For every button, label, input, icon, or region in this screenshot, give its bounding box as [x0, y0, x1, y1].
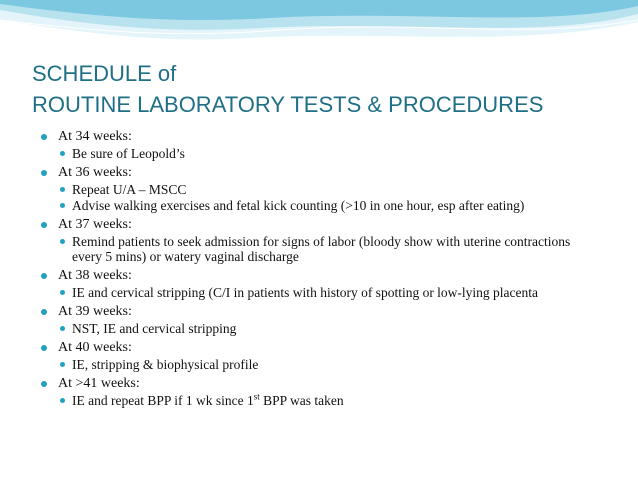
- section-36-weeks: [40, 164, 600, 181]
- list-item: [40, 285, 600, 300]
- item-text: Be sure of Leopold’s: [72, 146, 185, 161]
- item-text-pre: IE and repeat BPP if 1 wk since 1: [72, 393, 254, 408]
- section-40-weeks: [40, 339, 600, 356]
- item-text: Repeat U/A – MSCC: [72, 182, 187, 197]
- bullet-icon: [41, 345, 47, 351]
- list-item: [40, 234, 600, 264]
- schedule-list: [40, 125, 600, 408]
- item-text-post: BPP was taken: [259, 393, 344, 408]
- section-heading: At 40 weeks:: [58, 340, 132, 355]
- item-text: Remind patients to seek admission for signs of labor (bloody show with uterine contractions every 5 mins) or watery vaginal discharge: [72, 234, 571, 264]
- header-wave-decoration: [0, 0, 638, 60]
- list-item: [40, 146, 600, 161]
- section-heading: At 36 weeks:: [58, 165, 132, 180]
- bullet-icon: [60, 362, 65, 367]
- list-item: [40, 198, 600, 213]
- bullet-icon: [60, 151, 65, 156]
- section-heading: At 37 weeks:: [58, 217, 132, 232]
- section-heading: At >41 weeks:: [58, 376, 140, 391]
- item-text: NST, IE and cervical stripping: [72, 321, 237, 336]
- bullet-icon: [60, 239, 65, 244]
- bullet-icon: [60, 398, 65, 403]
- bullet-icon: [41, 381, 47, 387]
- bullet-icon: [60, 187, 65, 192]
- section-34-weeks: [40, 128, 600, 145]
- ordinal-suffix: st: [253, 391, 260, 402]
- section-38-weeks: [40, 267, 600, 284]
- list-item: [40, 182, 600, 197]
- list-item: [40, 393, 600, 408]
- item-text: [72, 393, 344, 408]
- item-text: IE, stripping & biophysical profile: [72, 357, 259, 372]
- section-heading: At 34 weeks:: [58, 129, 132, 144]
- bullet-icon: [41, 170, 47, 176]
- section-heading: At 38 weeks:: [58, 268, 132, 283]
- section-37-weeks: [40, 216, 600, 233]
- bullet-icon: [41, 273, 47, 279]
- item-text: IE and cervical stripping (C/I in patients with history of spotting or low-lying placenta: [72, 285, 539, 300]
- title-line-2: ROUTINE LABORATORY TESTS & PROCEDURES: [32, 92, 544, 117]
- title-line-1: SCHEDULE of: [32, 61, 177, 86]
- section-39-weeks: [40, 303, 600, 320]
- slide-title: [32, 58, 622, 120]
- section-heading: At 39 weeks:: [58, 304, 132, 319]
- bullet-icon: [60, 326, 65, 331]
- bullet-icon: [60, 203, 65, 208]
- list-item: [40, 357, 600, 372]
- bullet-icon: [60, 290, 65, 295]
- bullet-icon: [41, 134, 47, 140]
- bullet-icon: [41, 222, 47, 228]
- list-item: [40, 321, 600, 336]
- bullet-icon: [41, 309, 47, 315]
- section-41-weeks: [40, 375, 600, 392]
- item-text: Advise walking exercises and fetal kick counting (>10 in one hour, esp after eating): [72, 198, 525, 213]
